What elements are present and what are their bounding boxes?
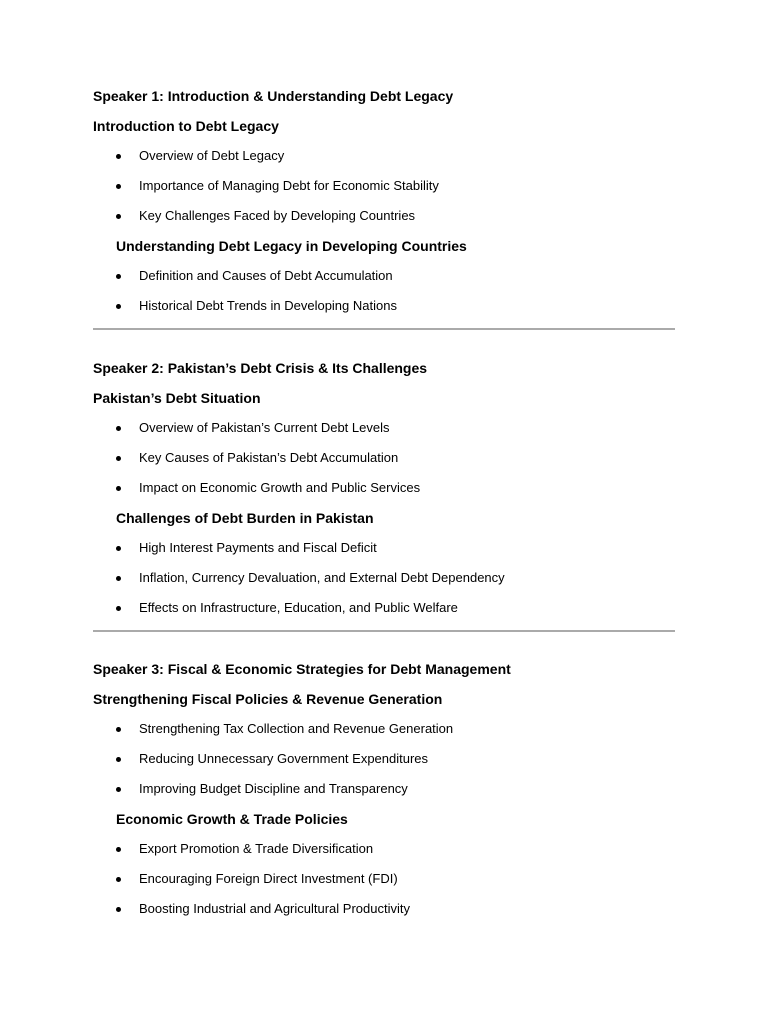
section-divider — [93, 328, 675, 330]
speaker-1-section — [93, 87, 675, 315]
section-3-list-2 — [93, 840, 675, 918]
bullet-icon — [116, 304, 121, 309]
bullet-icon — [116, 456, 121, 461]
bullet-icon — [116, 907, 121, 912]
section-divider — [93, 630, 675, 632]
bullet-icon — [116, 877, 121, 882]
section-2-list-1 — [93, 419, 675, 497]
bullet-icon — [116, 154, 121, 159]
list-item: Reducing Unnecessary Government Expenditures — [93, 750, 675, 768]
speaker-2-section — [93, 359, 675, 617]
list-item: Overview of Pakistan’s Current Debt Levels — [93, 419, 675, 437]
list-item: Export Promotion & Trade Diversification — [93, 840, 675, 858]
bullet-icon — [116, 214, 121, 219]
list-item: Encouraging Foreign Direct Investment (FDI) — [93, 870, 675, 888]
speaker-3-title: Speaker 3: Fiscal & Economic Strategies for Debt Management — [93, 661, 511, 677]
bullet-icon — [116, 546, 121, 551]
section-3-heading-1: Strengthening Fiscal Policies & Revenue Generation — [93, 691, 443, 707]
bullet-icon — [116, 727, 121, 732]
speaker-1-title: Speaker 1: Introduction & Understanding Debt Legacy — [93, 88, 454, 104]
bullet-icon — [116, 847, 121, 852]
list-item: Improving Budget Discipline and Transparency — [93, 780, 675, 798]
bullet-icon — [116, 184, 121, 189]
section-2-list-2 — [93, 539, 675, 617]
list-item: Key Challenges Faced by Developing Countries — [93, 207, 675, 225]
section-1-heading-1: Introduction to Debt Legacy — [93, 118, 279, 134]
section-1-list-1 — [93, 147, 675, 225]
bullet-icon — [116, 757, 121, 762]
bullet-icon — [116, 606, 121, 611]
bullet-icon — [116, 576, 121, 581]
section-2-heading-1: Pakistan’s Debt Situation — [93, 390, 261, 406]
section-2-heading-2: Challenges of Debt Burden in Pakistan — [116, 510, 374, 526]
section-1-heading-2: Understanding Debt Legacy in Developing Countries — [116, 238, 467, 254]
list-item: Historical Debt Trends in Developing Nations — [93, 297, 675, 315]
section-3-list-1 — [93, 720, 675, 798]
list-item: Impact on Economic Growth and Public Services — [93, 479, 675, 497]
list-item: Overview of Debt Legacy — [93, 147, 675, 165]
list-item: Definition and Causes of Debt Accumulation — [93, 267, 675, 285]
list-item: Effects on Infrastructure, Education, and Public Welfare — [93, 599, 675, 617]
list-item: Strengthening Tax Collection and Revenue Generation — [93, 720, 675, 738]
list-item: Inflation, Currency Devaluation, and External Debt Dependency — [93, 569, 675, 587]
section-1-list-2 — [93, 267, 675, 315]
list-item: Importance of Managing Debt for Economic Stability — [93, 177, 675, 195]
list-item: Key Causes of Pakistan’s Debt Accumulation — [93, 449, 675, 467]
speaker-2-title: Speaker 2: Pakistan’s Debt Crisis & Its Challenges — [93, 360, 428, 376]
list-item: High Interest Payments and Fiscal Deficit — [93, 539, 675, 557]
section-3-heading-2: Economic Growth & Trade Policies — [116, 811, 348, 827]
speaker-3-section — [93, 660, 675, 918]
list-item: Boosting Industrial and Agricultural Productivity — [93, 900, 675, 918]
bullet-icon — [116, 426, 121, 431]
bullet-icon — [116, 274, 121, 279]
bullet-icon — [116, 787, 121, 792]
bullet-icon — [116, 486, 121, 491]
